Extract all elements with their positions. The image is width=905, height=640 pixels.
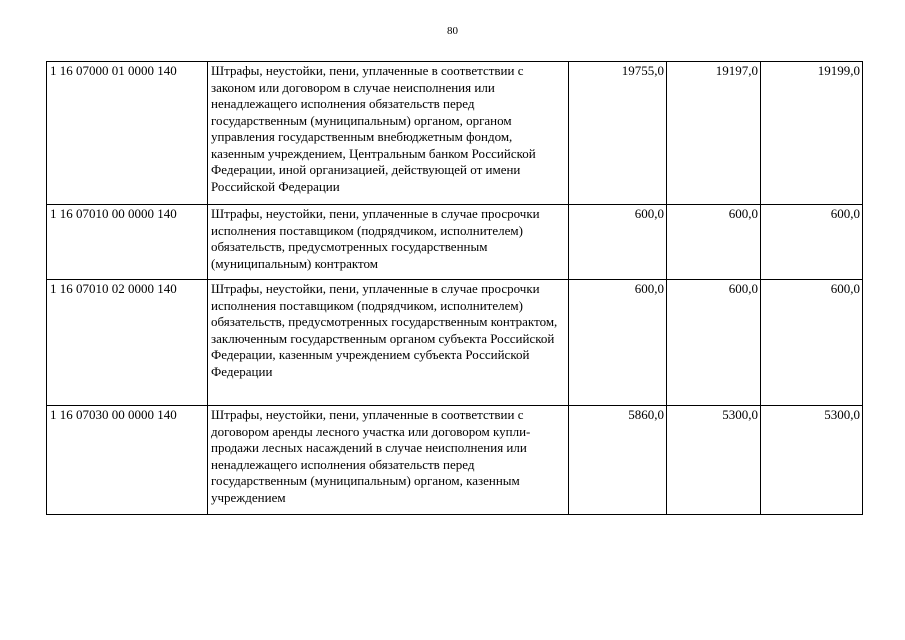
revenue-code-cell: 1 16 07010 02 0000 140 [47,280,208,406]
table-row [47,406,863,515]
value-2-cell: 5300,0 [667,406,761,515]
value-1-cell: 600,0 [569,280,667,406]
revenue-description-cell: Штрафы, неустойки, пени, уплаченные в соответствии с договором аренды лесного участка или договором купли-продажи лесных насаждений в случае неисполнения или ненадлежащего исполнения обязательств перед государственным (муниципальным) органом, казенным учреждением [208,406,569,515]
value-1-cell: 600,0 [569,205,667,280]
revenue-code-cell: 1 16 07010 00 0000 140 [47,205,208,280]
value-2-cell: 600,0 [667,280,761,406]
value-1-cell: 5860,0 [569,406,667,515]
revenue-description-cell: Штрафы, неустойки, пени, уплаченные в случае просрочки исполнения поставщиком (подрядчиком, исполнителем) обязательств, предусмотренных государственным контрактом, заключенным государственным органом субъекта Российской Федерации, казенным учреждением субъекта Российской Федерации [208,280,569,406]
value-1-cell: 19755,0 [569,62,667,205]
page-number: 80 [447,25,458,37]
value-3-cell: 600,0 [761,280,863,406]
table-row [47,280,863,406]
revenue-code-cell: 1 16 07000 01 0000 140 [47,62,208,205]
value-3-cell: 19199,0 [761,62,863,205]
value-2-cell: 600,0 [667,205,761,280]
budget-revenue-table [46,61,863,515]
table-row [47,205,863,280]
revenue-code-cell: 1 16 07030 00 0000 140 [47,406,208,515]
revenue-description-cell: Штрафы, неустойки, пени, уплаченные в случае просрочки исполнения поставщиком (подрядчиком, исполнителем) обязательств, предусмотренных государственным (муниципальным) контрактом [208,205,569,280]
value-2-cell: 19197,0 [667,62,761,205]
value-3-cell: 600,0 [761,205,863,280]
table-row [47,62,863,205]
value-3-cell: 5300,0 [761,406,863,515]
revenue-description-cell: Штрафы, неустойки, пени, уплаченные в соответствии с законом или договором в случае неисполнения или ненадлежащего исполнения обязательств перед государственным (муниципальным) органом, органом управления государственным внебюджетным фондом, казенным учреждением, Центральным банком Российской Федерации, иной организацией, действующей от имени Российской Федерации [208,62,569,205]
